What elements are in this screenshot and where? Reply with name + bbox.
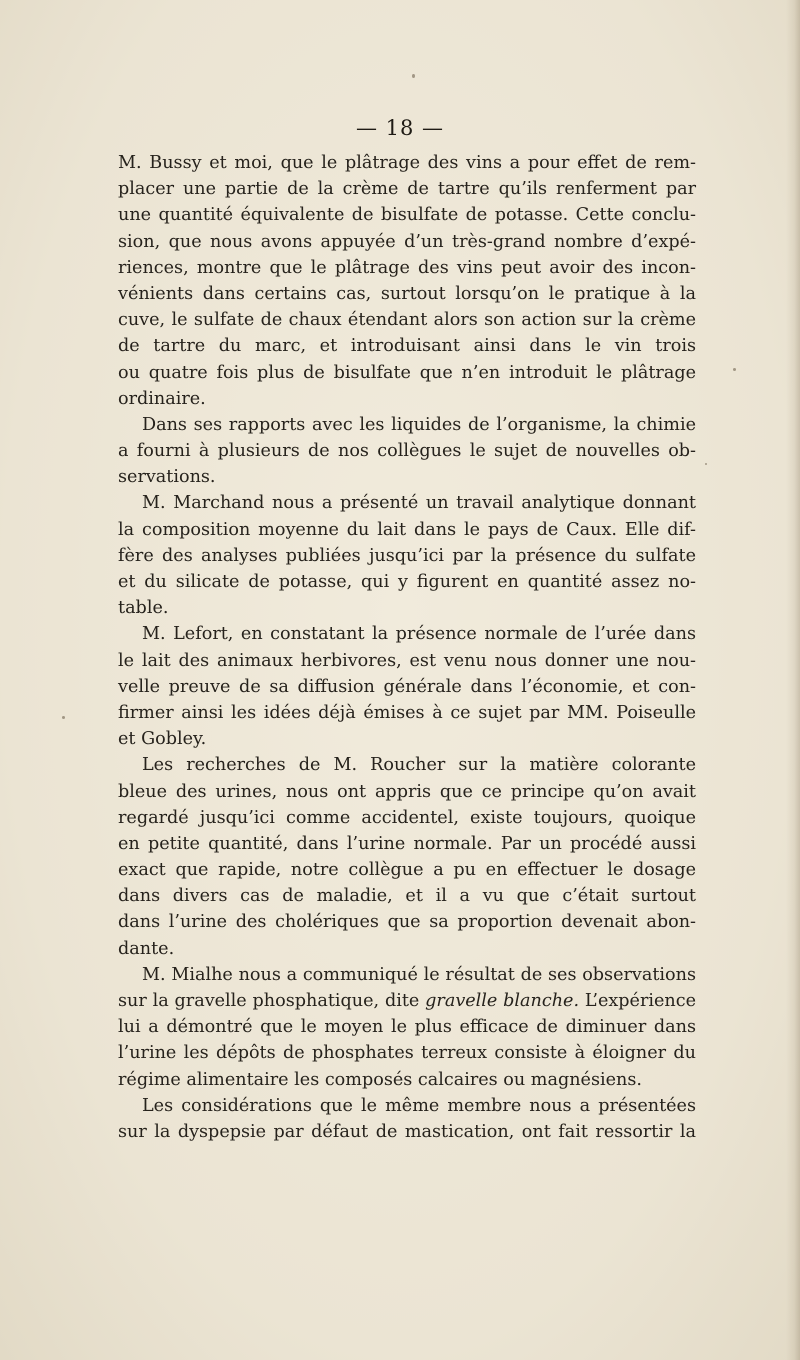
text-line: cuve, le sulfate de chaux étendant alors son action sur la crème (118, 310, 696, 331)
text-line: la composition moyenne du lait dans le pays de Caux. Elle dif- (118, 519, 696, 540)
text-line: en petite quantité, dans l’urine normale. Par un procédé aussi (118, 833, 696, 854)
text-line: riences, montre que le plâtrage des vins peut avoir des incon- (118, 257, 696, 278)
text-line: exact que rapide, notre collègue a pu en effectuer le dosage (118, 860, 696, 881)
text-line: Les considérations que le même membre nous a présentées (142, 1095, 696, 1116)
text-line: et Gobley. (118, 729, 207, 750)
page-number: — 18 — (355, 116, 445, 140)
text-line: le lait des animaux herbivores, est venu nous donner une nou- (118, 650, 696, 671)
paper-speck (733, 368, 736, 371)
text-line: M. Bussy et moi, que le plâtrage des vins a pour effet de rem- (118, 153, 696, 173)
text-line: servations. (118, 467, 216, 488)
text-line: firmer ainsi les idées déjà émises à ce sujet par MM. Poiseulle (118, 702, 696, 723)
page-edge-shadow (786, 0, 800, 1360)
paper-speck (62, 716, 65, 719)
text-line: table. (118, 598, 169, 619)
text-line: fère des analyses publiées jusqu’ici par la présence du sulfate (118, 545, 696, 566)
paragraph-1 (118, 150, 696, 412)
text-line: M. Lefort, en constatant la présence normale de l’urée dans (142, 624, 696, 645)
paragraph-6 (118, 962, 696, 1093)
paper-speck (705, 463, 707, 465)
text-line: bleue des urines, nous ont appris que ce principe qu’on avait (118, 781, 696, 802)
text-line: Les recherches de M. Roucher sur la matière colorante (142, 755, 696, 776)
text-line: régime alimentaire les composés calcaires ou magnésiens. (118, 1069, 642, 1090)
text-line: sion, que nous avons appuyée d’un très-grand nombre d’expé- (118, 231, 696, 252)
paper-speck (412, 74, 415, 78)
text-line: dans divers cas de maladie, et il a vu que c’était surtout (118, 886, 696, 907)
text-line: dante. (118, 938, 175, 959)
text-line: lui a démontré que le moyen le plus efficace de diminuer dans (118, 1017, 696, 1038)
text-line: M. Mialhe nous a communiqué le résultat de ses observations (142, 964, 696, 985)
paragraph-4 (118, 621, 696, 752)
text-line: placer une partie de la crème de tartre qu’ils renferment par (118, 179, 696, 200)
body-text (118, 150, 696, 1145)
text-line: a fourni à plusieurs de nos collègues le sujet de nouvelles ob- (118, 441, 696, 462)
paragraph-2 (118, 412, 696, 491)
text-line: et du silicate de potasse, qui y figurent en quantité assez no- (118, 572, 696, 592)
paragraph-7 (118, 1093, 696, 1145)
text-line: M. Marchand nous a présenté un travail analytique donnant (142, 493, 696, 514)
text-line: l’urine les dépôts de phosphates terreux consiste à éloigner du (118, 1043, 696, 1064)
text-line: velle preuve de sa diffusion générale dans l’économie, et con- (118, 676, 696, 697)
text-line: une quantité équivalente de bisulfate de potasse. Cette conclu- (118, 205, 696, 226)
text-line: vénients dans certains cas, surtout lorsqu’on le pratique à la (118, 283, 696, 304)
paragraph-3 (118, 490, 696, 621)
text-line: regardé jusqu’ici comme accidentel, existe toujours, quoique (118, 807, 696, 828)
text-line: sur la dyspepsie par défaut de mastication, ont fait ressortir la (118, 1121, 696, 1142)
text-line: dans l’urine des cholériques que sa proportion devenait abon- (118, 912, 696, 933)
text-line: de tartre du marc, et introduisant ainsi dans le vin trois (118, 336, 696, 357)
text-line-with-italic: sur la gravelle phosphatique, dite gravelle blanche. L’expérience (118, 991, 696, 1011)
paragraph-5 (118, 752, 696, 962)
text-line: ou quatre fois plus de bisulfate que n’en introduit le plâtrage (118, 362, 696, 383)
text-line: ordinaire. (118, 388, 206, 409)
text-line: Dans ses rapports avec les liquides de l’organisme, la chimie (142, 414, 696, 435)
italic-term: gravelle blanche. (425, 991, 580, 1011)
